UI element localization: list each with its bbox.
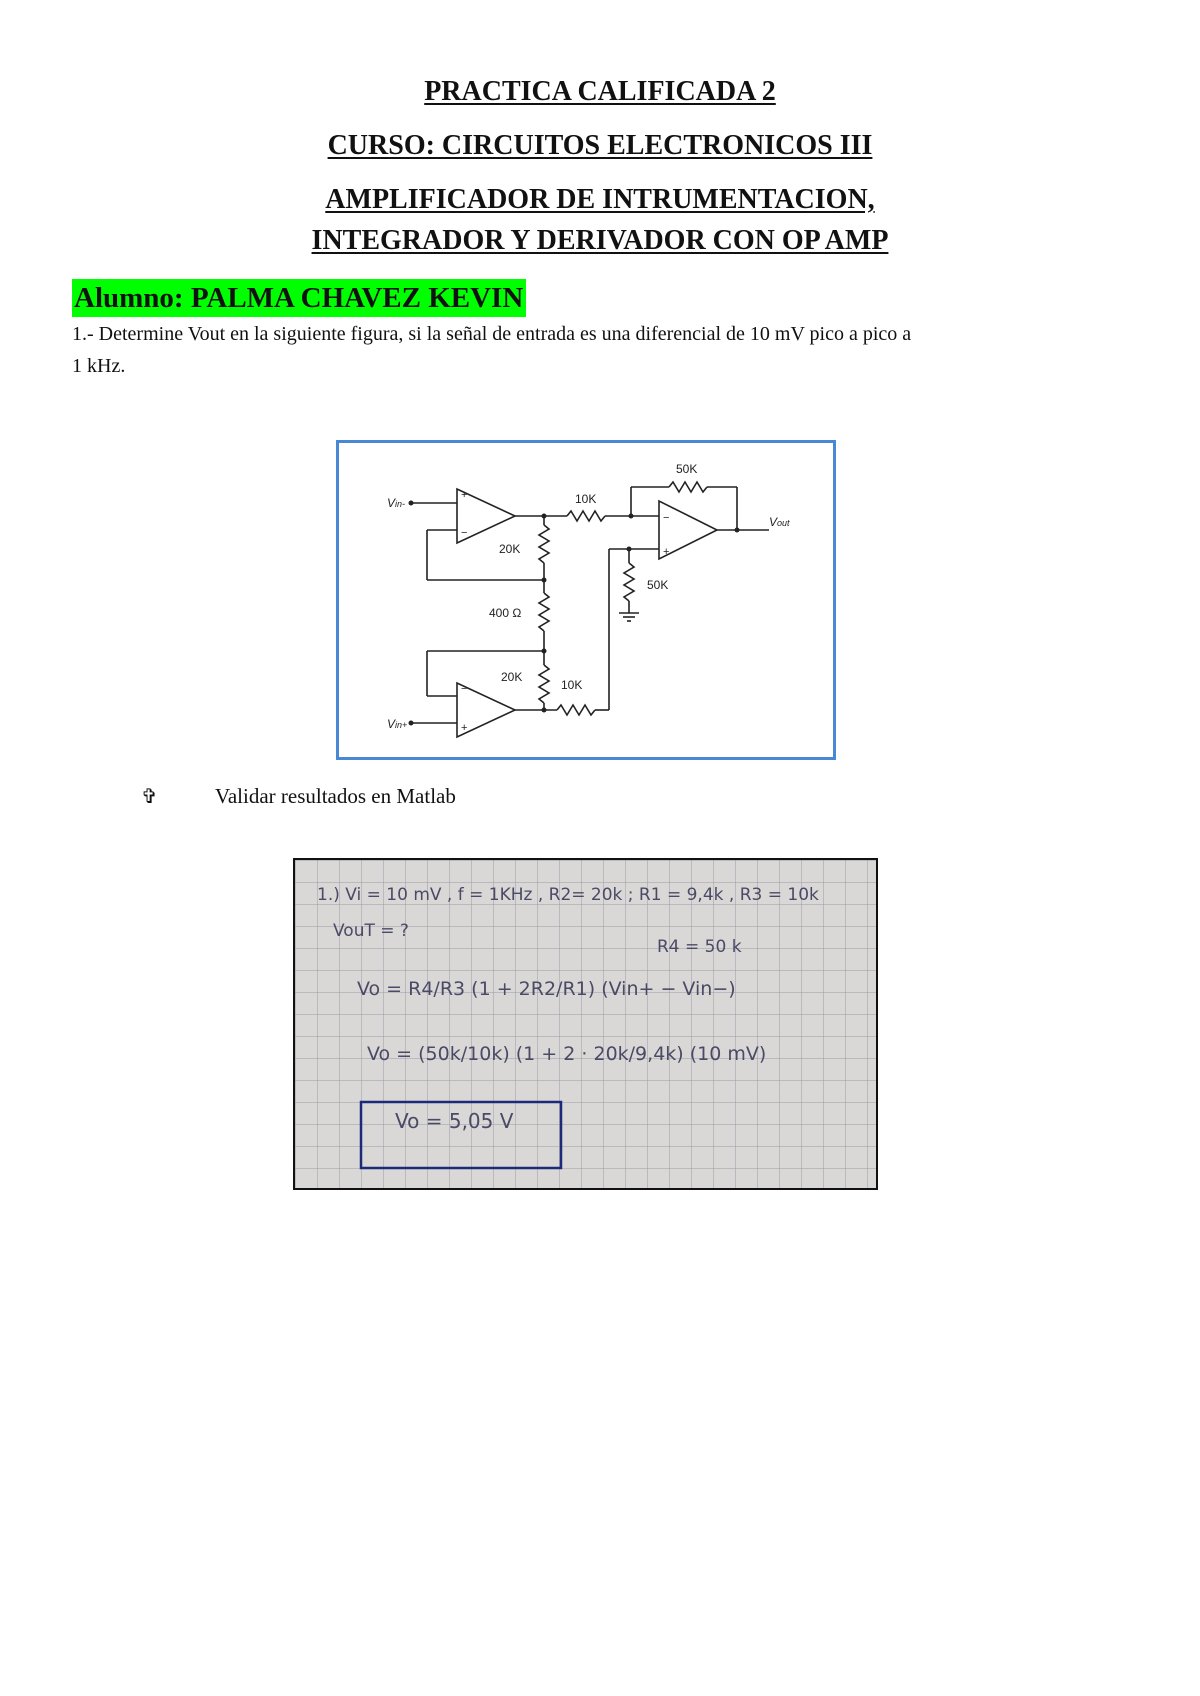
handwritten-substitution: Vo = (50k/10k) (1 + 2 · 20k/9,4k) (10 mV) [367, 1043, 767, 1065]
document-title: PRACTICA CALIFICADA 2 [424, 76, 776, 107]
svg-text:+: + [461, 489, 468, 501]
svg-text:Vin+: Vin+ [387, 717, 408, 731]
course-title: CURSO: CIRCUITOS ELECTRONICOS III [327, 130, 873, 161]
svg-text:−: − [461, 683, 468, 695]
instrumentation-amplifier-figure [336, 440, 836, 760]
graph-paper [295, 860, 876, 1188]
question-text-line-1: 1.- Determine Vout en la siguiente figura, si la señal de entrada es una diferencial de 10 mV pico a pico a [72, 323, 912, 345]
resistor-10k-bottom [557, 705, 595, 715]
svg-text:Vout: Vout [769, 515, 790, 529]
resistor-50k-ground [624, 563, 634, 601]
resistor-10k-top [567, 511, 605, 521]
svg-text:−: − [461, 527, 468, 539]
student-name: Alumno: PALMA CHAVEZ KEVIN [72, 279, 526, 317]
svg-text:Vin-: Vin- [387, 496, 406, 510]
label-10k-top: 10K [575, 492, 597, 506]
label-50k-ground: 50K [647, 578, 669, 592]
resistor-20k-upper [539, 525, 549, 563]
label-vin-plus: in+ [395, 720, 408, 730]
handwritten-formula: Vo = R4/R3 (1 + 2R2/R1) (Vin+ − Vin−) [357, 978, 736, 1000]
handwritten-r4: R4 = 50 k [657, 937, 742, 957]
label-10k-bottom: 10K [561, 678, 583, 692]
label-50k-top: 50K [676, 462, 698, 476]
svg-text:+: + [461, 722, 468, 734]
handwritten-solution-photo [293, 858, 878, 1190]
resistor-20k-lower [539, 665, 549, 703]
circuit-diagram [339, 443, 833, 757]
handwritten-result: Vo = 5,05 V [395, 1109, 514, 1133]
cross-icon: ✞ [141, 786, 158, 808]
label-vin-minus: in- [395, 499, 406, 509]
topic-line-1: AMPLIFICADOR DE INTRUMENTACION, [325, 184, 875, 215]
label-400-ohm: 400 Ω [489, 606, 522, 620]
handwritten-given: 1.) Vi = 10 mV , f = 1KHz , R2= 20k ; R1 = 9,4k , R3 = 10k [317, 885, 819, 905]
bullet-text: Validar resultados en Matlab [215, 784, 456, 808]
svg-text:+: + [663, 546, 670, 558]
label-20k-lower: 20K [501, 670, 523, 684]
topic-line-2: INTEGRADOR Y DERIVADOR CON OP AMP [311, 225, 889, 256]
label-vout: out [777, 518, 790, 528]
label-20k-upper: 20K [499, 542, 521, 556]
svg-text:−: − [663, 512, 670, 524]
question-text-line-2: 1 kHz. [72, 355, 126, 377]
resistor-50k-feedback [669, 482, 707, 492]
resistor-400 [539, 593, 549, 631]
handwritten-unknown: VouT = ? [333, 921, 409, 941]
